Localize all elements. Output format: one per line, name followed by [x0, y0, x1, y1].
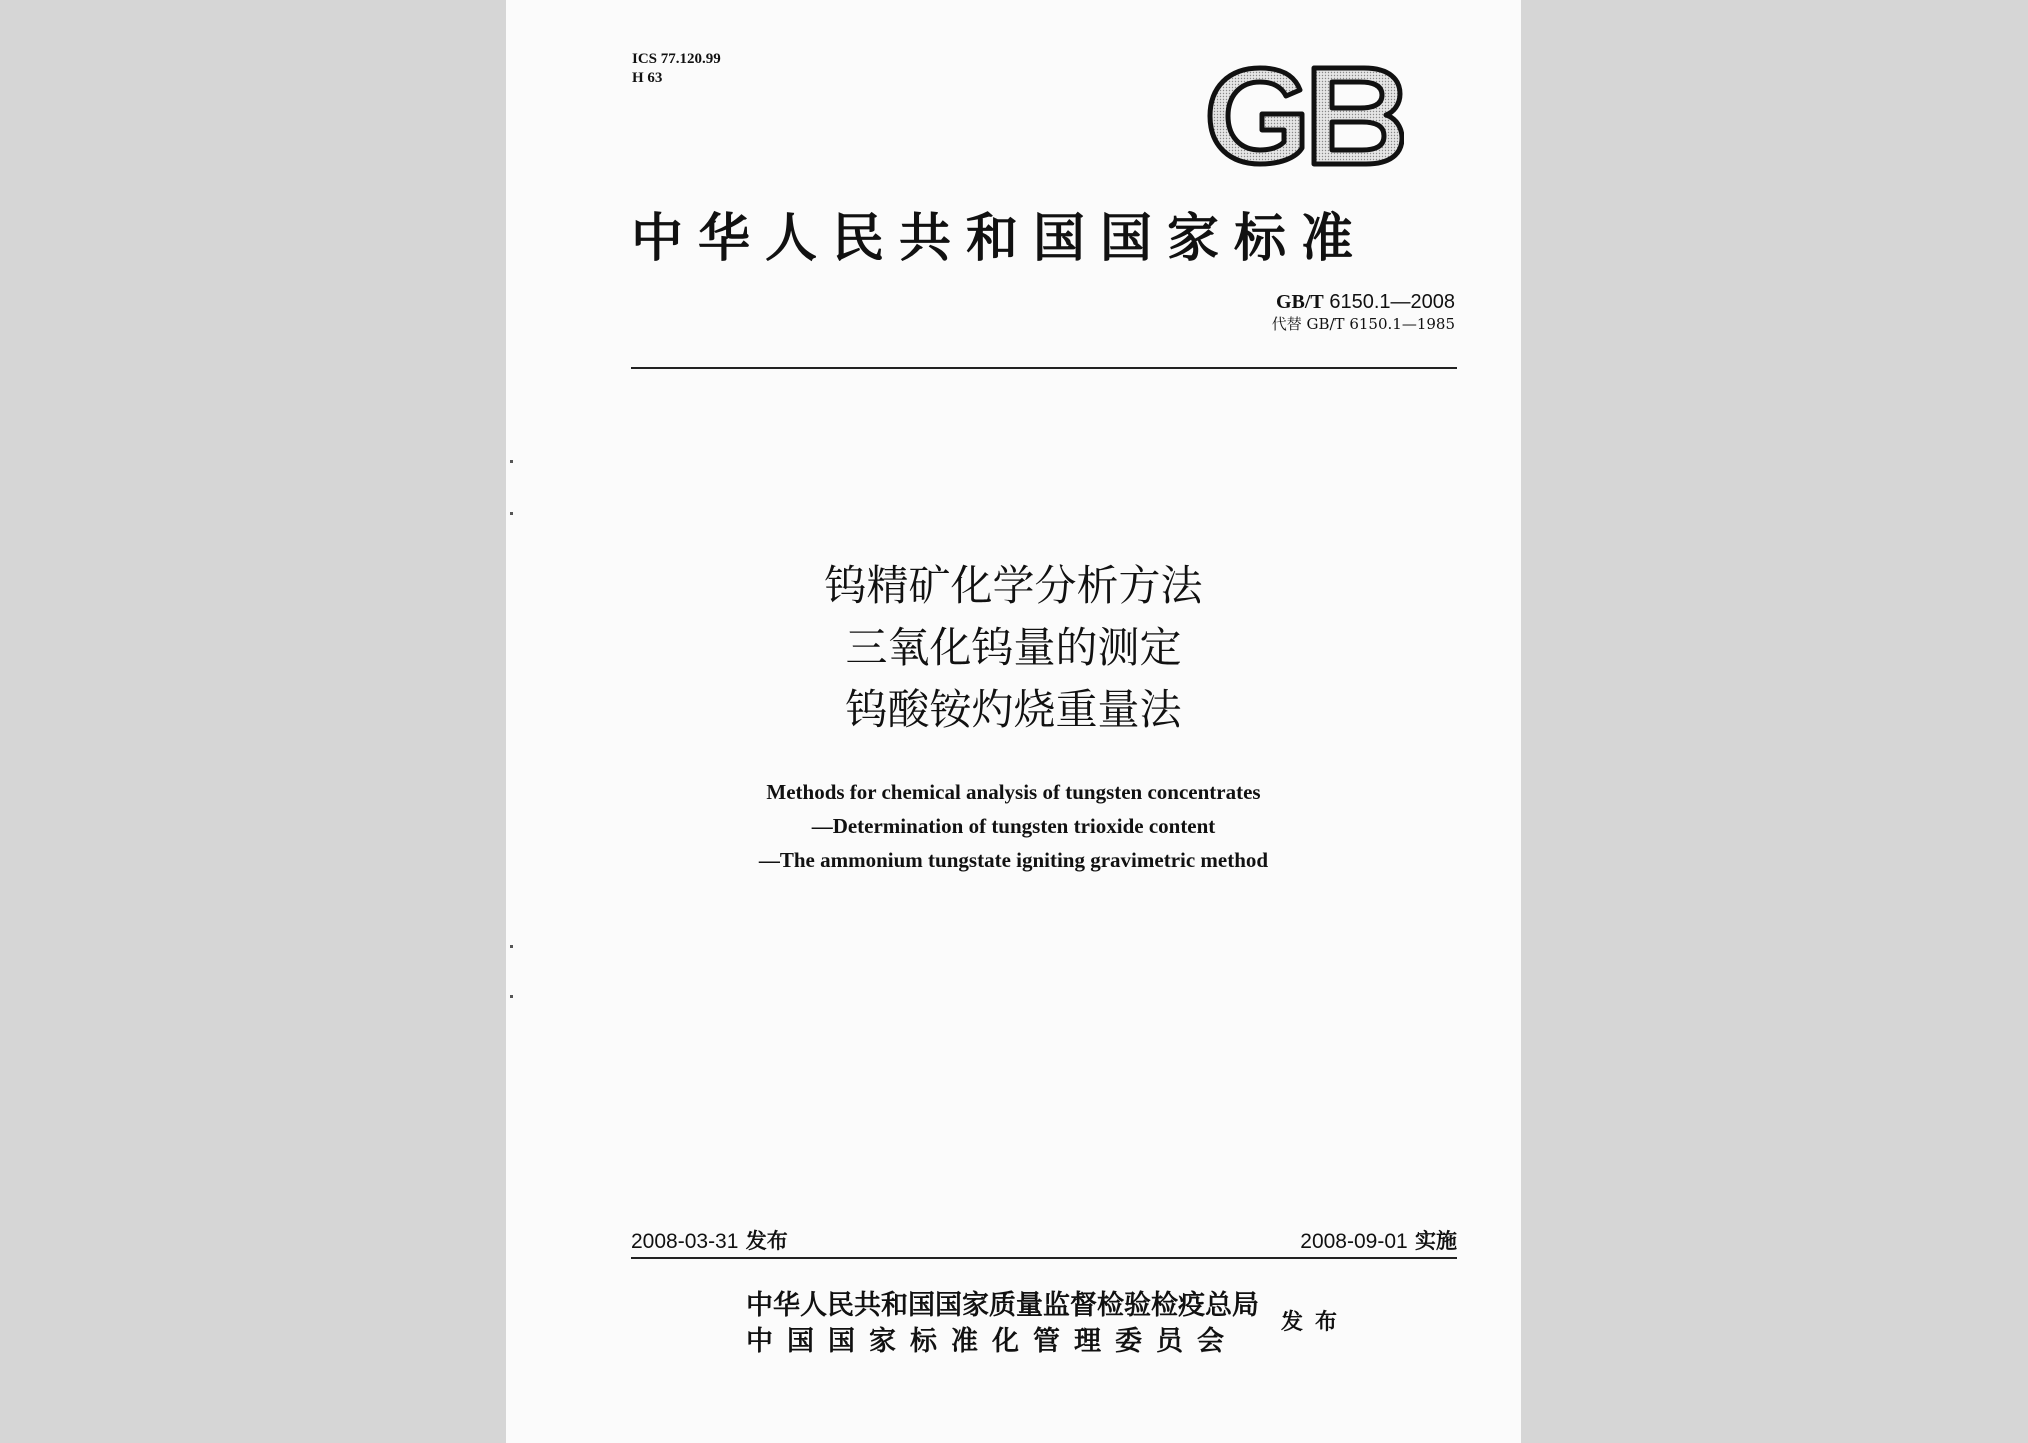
standard-number-block: [1272, 290, 1455, 334]
english-title-line-1: Methods for chemical analysis of tungsten concentrates: [766, 780, 1261, 804]
issue-date: [631, 1225, 788, 1255]
agency-aqsiq: 中华人民共和国国家质量监督检验检疫总局: [746, 1290, 1259, 1321]
standard-number: [1272, 290, 1455, 314]
issue-label: 发布: [738, 1229, 788, 1253]
implement-label: 实施: [1407, 1229, 1457, 1253]
scan-speck: [510, 460, 513, 463]
header-divider: [631, 367, 1457, 369]
publish-label: 发布: [1281, 1310, 1350, 1335]
standard-number-rest: 6150.1—2008: [1323, 291, 1455, 313]
english-title-line-3: —The ammonium tungstate igniting gravimetric method: [758, 848, 1269, 872]
english-title: [506, 775, 1521, 877]
gb-logo: [1204, 62, 1404, 170]
classification-codes: [632, 50, 721, 88]
ccs-code: H 63: [632, 70, 663, 86]
implement-date: [1300, 1225, 1457, 1255]
agency-sac: 中国国家标准化管理委员会: [746, 1326, 1238, 1357]
ics-code: ICS 77.120.99: [632, 51, 721, 67]
scan-speck: [510, 512, 513, 515]
english-title-line-2: —Determination of tungsten trioxide content: [811, 814, 1216, 838]
scan-speck: [510, 945, 513, 948]
document-page: [506, 0, 1521, 1443]
replaces-standard: 代替 GB/T 6150.1—1985: [1271, 315, 1455, 333]
national-standard-title: 中华人民共和国国家标准: [631, 209, 1369, 269]
issue-date-value: 2008-03-31: [631, 1230, 739, 1253]
issuing-agencies: [746, 1288, 1259, 1360]
chinese-title-line-1: 钨精矿化学分析方法: [824, 561, 1203, 610]
standard-number-prefix: GB/T: [1275, 291, 1324, 313]
implement-date-value: 2008-09-01: [1300, 1230, 1408, 1253]
scan-speck: [510, 995, 513, 998]
footer-divider: [631, 1257, 1457, 1259]
chinese-title-line-2: 三氧化钨量的测定: [845, 623, 1182, 672]
chinese-title-line-3: 钨酸铵灼烧重量法: [845, 685, 1182, 734]
chinese-title: [506, 555, 1521, 741]
